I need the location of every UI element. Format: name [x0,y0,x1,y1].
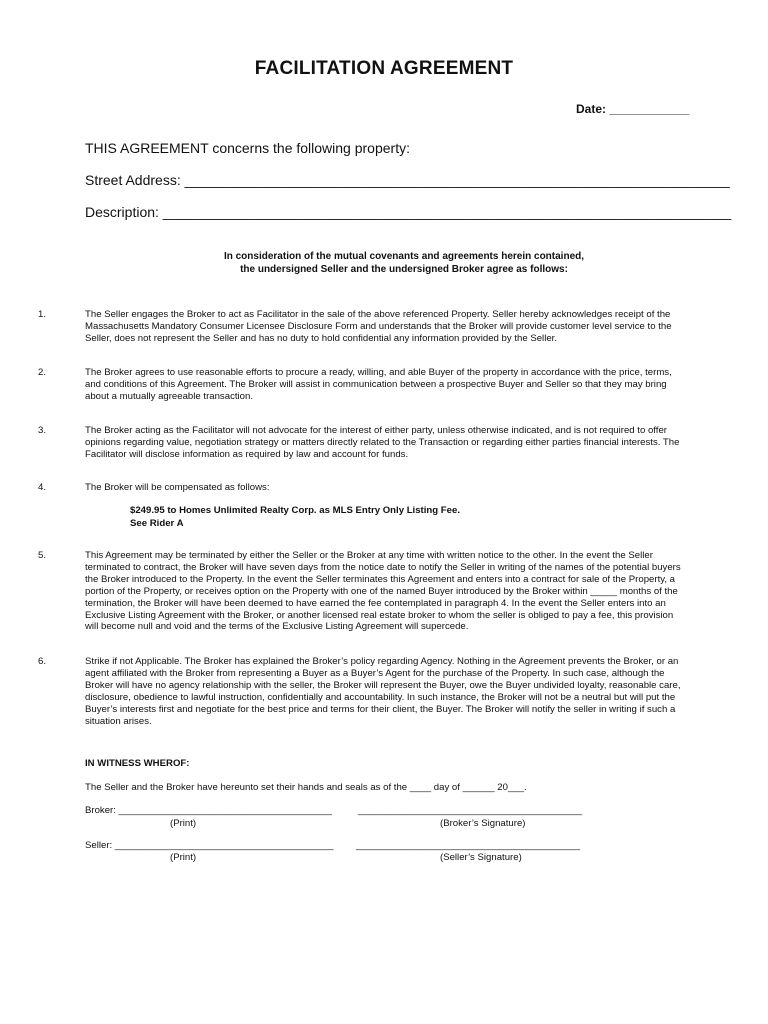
clause-line: opinions regarding value, negotiation strategy or matters directly related to the Transaction or regarding either parties financial interests. The [85,436,680,448]
street-address-field: Street Address: ______________________________________________________________________ [85,172,730,188]
clause-number: 4. [38,482,47,493]
consideration-line-1: In consideration of the mutual covenants and agreements herein contained, [223,251,585,262]
clause-4-text [85,482,715,494]
clause-line: Massachusetts Mandatory Consumer Licensee Disclosure Form and understands that the Broker will provide customer level service to the [85,320,672,332]
clause-line: situation arises. [85,715,152,727]
clause-number: 6. [38,656,47,667]
clause-line: Seller, does not represent the Seller and has no duty to hold confidential any information provided by the Seller. [85,332,557,344]
clause-line: Facilitator will disclose information as required by law and account for funds. [85,448,409,460]
clause-line: portion of the Property, or receives option on the Property with one of the named Buyer introduced by the Broker within _____ months of the [85,585,678,597]
clause-line: The Broker agrees to use reasonable efforts to procure a ready, willing, and able Buyer of the property in accordance with the price, terms, [85,367,672,378]
clause-line: Exclusive Listing Agreement with the Broker, or another licensed real estate broker to whom the seller is obliged to pay a fee, this provision [85,609,674,621]
clause-line: Strike if not Applicable. The Broker has explained the Broker’s policy regarding Agency. Nothing in the Agreement prevents the Broker, or an [85,656,679,667]
clause-line: Broker will have no agency relationship with the seller, the Broker will represent the Buyer, owe the Buyer undivided loyalty, reasonable care, [85,679,681,691]
clause-2-text [85,367,715,403]
clause-number: 1. [38,309,47,320]
witness-statement: The Seller and the Broker have hereunto set their hands and seals as of the ____ day of ______ 20___. [85,782,527,793]
property-intro: THIS AGREEMENT concerns the following property: [85,140,410,156]
document-title: FACILITATION AGREEMENT [254,58,514,79]
clause-line: and conditions of this Agreement. The Broker will assist in communication between a prospective Buyer and Seller so that they may bring [85,378,667,390]
clause-line: The Seller engages the Broker to act as Facilitator in the sale of the above referenced Property. Seller hereby acknowledges receipt of the [85,309,671,320]
witness-heading: IN WITNESS WHEROF: [85,758,190,769]
rider-reference: See Rider A [130,518,184,529]
broker-print-field[interactable]: Broker: ________________________________________ [85,805,333,816]
broker-print-label: (Print) [170,818,197,829]
seller-print-field[interactable]: Seller: _________________________________________ [85,840,334,851]
fee-block [130,504,460,530]
clause-line: This Agreement may be terminated by either the Seller or the Broker at any time with written notice to the other. In the event the Seller [85,550,653,561]
clause-line: disclosure, obedience to lawful instruction, confidentially and accountability. In such instance, the Broker will not be a neutral but will put the [85,691,676,703]
seller-print-label: (Print) [170,852,197,863]
clause-line: The Broker acting as the Facilitator will not advocate for the interest of either party, unless otherwise indicated, and is not required to offer [85,425,667,436]
clause-line: The Broker will be compensated as follows: [85,482,270,493]
seller-signature-label: (Seller’s Signature) [440,852,522,863]
clause-1-text [85,309,715,345]
fee-line: $249.95 to Homes Unlimited Realty Corp. as MLS Entry Only Listing Fee. [130,505,461,516]
broker-signature-label: (Broker’s Signature) [440,818,526,829]
clause-line: the Broker introduced to the Property. In the event the Seller terminates this Agreement and enters into a contract for sale of the Property, a [85,573,675,585]
clause-6-text [85,656,715,727]
clause-line: will become null and void and the terms of the Exclusive Listing Agreement will supercede. [85,621,469,633]
clause-line: agent affiliated with the Broker from representing a Buyer as a Buyer’s Agent for the purchase of the Property. In such case, although the [85,667,665,679]
date-field: Date: ____________ [576,102,690,116]
clause-line: about a mutually agreeable transaction. [85,390,253,402]
description-field: Description: _________________________________________________________________________ [85,204,732,220]
clause-number: 2. [38,367,47,378]
clause-line: termination, the Broker will have been deemed to have earned the fee contemplated in paragraph 4. In the event the Seller enters into an [85,597,666,609]
broker-signature-field[interactable]: __________________________________________ [358,805,583,816]
seller-signature-field[interactable]: __________________________________________ [356,840,581,851]
clause-3-text [85,425,715,461]
clause-line: Buyer’s interests first and negotiate for the best price and terms for their client, the Buyer. The Broker will notify the seller in writing if such a [85,703,676,715]
clause-5-text [85,550,715,633]
clause-number: 3. [38,425,47,436]
clause-line: terminated to contract, the Broker will have seven days from the notice date to notify the Seller in writing of the names of the potential buyers [85,561,681,573]
clause-number: 5. [38,550,47,561]
consideration-line-2: the undersigned Seller and the undersigned Broker agree as follows: [240,264,568,275]
